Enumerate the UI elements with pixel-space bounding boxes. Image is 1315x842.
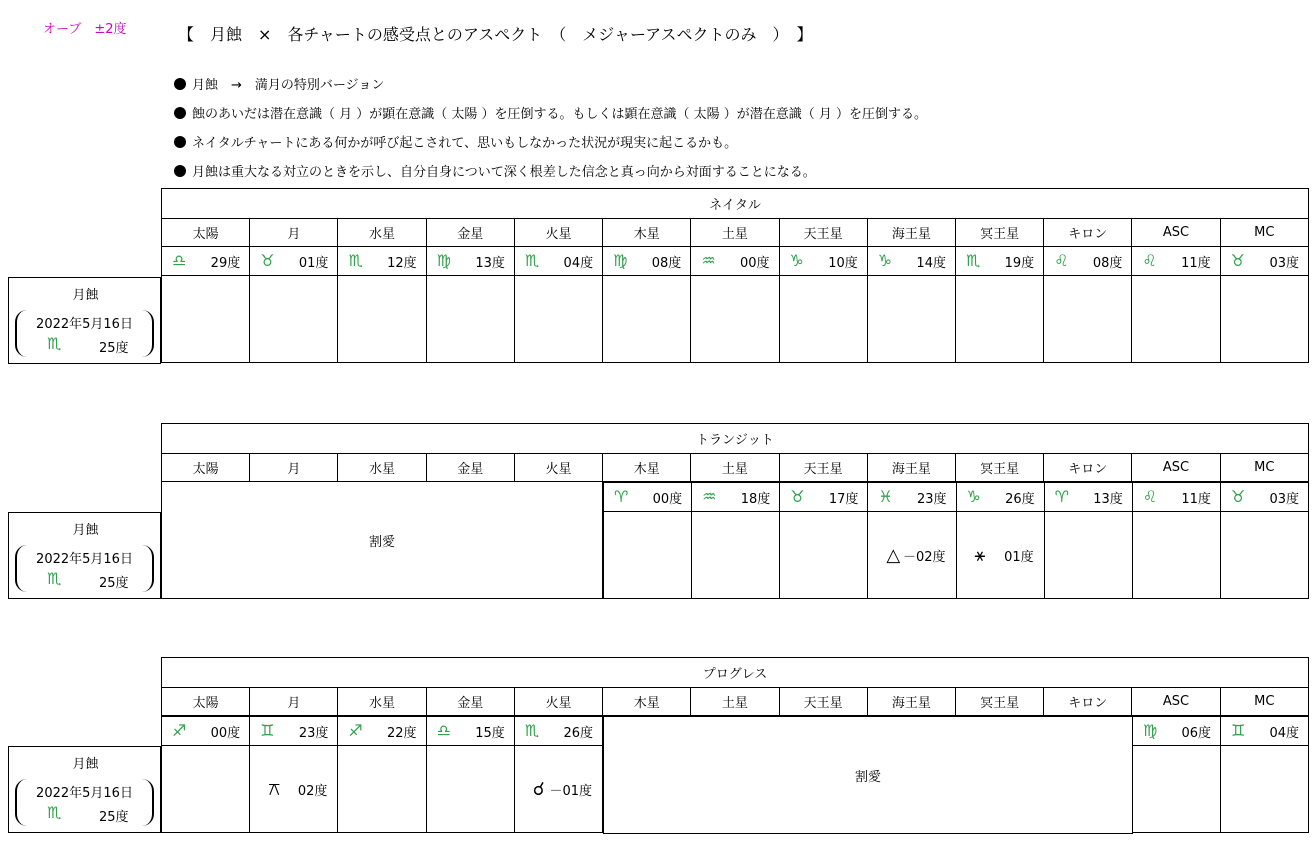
position-degree: 11度	[1181, 491, 1211, 507]
aspect-cell	[603, 276, 691, 363]
aspect-cell	[162, 746, 250, 833]
position-cell	[1221, 717, 1309, 746]
page-title: 【 月蝕 × 各チャートの感受点とのアスペクト （ メジャーアスペクトのみ ） 】	[178, 25, 813, 44]
scorpio-icon: ♏	[524, 251, 540, 270]
position-cell	[692, 483, 780, 512]
virgo-icon: ♍	[1143, 721, 1158, 740]
eclipse-date: 2022年5月16日	[36, 552, 133, 567]
planet-header-row	[162, 688, 1309, 716]
planet-header: 木星	[603, 454, 691, 482]
eclipse-box	[8, 746, 161, 833]
planet-header: キロン	[1044, 454, 1132, 482]
note-item: 蝕のあいだは潜在意識（ 月 ）が顕在意識（ 太陽 ）を圧倒する。もしくは顕在意識（ 太陽 ）が潜在意識（ 月 ）を圧倒する。	[174, 105, 927, 134]
planet-header: 水星	[338, 688, 426, 716]
position-cell	[1133, 717, 1221, 746]
eclipse-box	[8, 512, 161, 599]
aspect-cell	[1221, 746, 1309, 833]
eclipse-degree: 25度	[99, 576, 129, 591]
conjunction-icon: ☌	[532, 778, 545, 800]
planet-header: 木星	[603, 219, 691, 247]
planet-header: 海王星	[867, 688, 955, 716]
planet-header: 土星	[691, 454, 779, 482]
position-degree: 08度	[651, 255, 682, 271]
position-degree: 00度	[739, 255, 770, 271]
aspect-cell	[1132, 276, 1220, 363]
note-item: ネイタルチャートにある何かが呼び起こされて、思いもしなかった状況が現実に起こるかも。	[174, 134, 927, 163]
aspect-row	[1133, 746, 1309, 833]
position-cell	[162, 247, 250, 276]
planet-header: 金星	[426, 219, 514, 247]
progress-left-subtable	[161, 716, 603, 833]
note-item: 月蝕 → 満月の特別バージョン	[174, 76, 927, 105]
libra-icon: ♎	[172, 251, 187, 270]
eclipse-name: 月蝕	[72, 288, 99, 303]
aspect-cell	[1133, 746, 1221, 833]
planet-header: 太陽	[162, 454, 250, 482]
aspect-cell	[691, 276, 779, 363]
position-degree: 03度	[1269, 491, 1299, 507]
planet-header-row	[162, 454, 1309, 482]
planet-header: 土星	[691, 219, 779, 247]
position-cell	[1220, 483, 1308, 512]
aspect-cell	[1220, 512, 1308, 599]
progress-table	[161, 657, 1309, 716]
bullet-icon	[174, 136, 186, 148]
position-cell	[514, 247, 602, 276]
leo-icon: ♌	[1142, 251, 1157, 270]
taurus-icon: ♉	[1230, 487, 1246, 506]
aspect-orb: 01度	[1004, 549, 1034, 565]
eclipse-box	[8, 277, 161, 364]
aspect-cell	[779, 276, 867, 363]
planet-header: 天王星	[779, 454, 867, 482]
planet-header: 火星	[514, 688, 602, 716]
progress-omit-subtable	[603, 716, 1133, 834]
position-degree: 12度	[387, 255, 417, 271]
aspect-cell	[162, 276, 250, 363]
orb-setting: オーブ ±2度	[43, 22, 127, 37]
aspect-row	[604, 512, 1309, 599]
position-degree: 04度	[1269, 725, 1299, 741]
aspect-cell	[426, 276, 514, 363]
position-degree: 18度	[740, 491, 771, 507]
position-cell	[250, 247, 338, 276]
capricorn-icon: ♑	[877, 251, 893, 270]
position-degree: 26度	[1005, 491, 1035, 507]
transit-subtable	[603, 482, 1309, 599]
position-row	[162, 717, 603, 746]
scorpio-icon: ♏	[47, 803, 62, 822]
position-row	[604, 483, 1309, 512]
position-row	[1133, 717, 1309, 746]
planet-header: 火星	[514, 219, 602, 247]
position-cell	[867, 247, 955, 276]
position-cell	[338, 717, 426, 746]
gemini-icon: ♊	[1231, 721, 1246, 740]
position-degree: 08度	[1092, 255, 1123, 271]
aries-icon: ♈	[1054, 487, 1069, 506]
quincunx-icon: ⚻	[268, 778, 281, 800]
position-degree: 03度	[1269, 255, 1299, 271]
progress-section	[8, 657, 1309, 834]
position-cell	[1044, 483, 1132, 512]
planet-header: ASC	[1132, 219, 1220, 247]
scorpio-icon: ♏	[524, 721, 540, 740]
capricorn-icon: ♑	[966, 487, 981, 506]
aspect-row	[162, 746, 603, 833]
aspect-orb: －02度	[902, 549, 946, 565]
planet-header: 冥王星	[955, 688, 1043, 716]
eclipse-detail	[15, 545, 154, 592]
planet-header: 海王星	[867, 454, 955, 482]
planet-header: ASC	[1132, 454, 1220, 482]
aspect-cell	[692, 512, 780, 599]
position-degree: 00度	[652, 491, 683, 507]
aspect-cell	[1044, 276, 1132, 363]
omitted-cell: 割愛	[604, 717, 1133, 834]
position-degree: 19度	[1004, 255, 1035, 271]
aspect-cell	[1132, 512, 1220, 599]
eclipse-degree: 25度	[99, 341, 129, 356]
bullet-icon	[174, 78, 186, 90]
planet-header: 天王星	[779, 219, 867, 247]
position-degree: 23度	[298, 725, 329, 741]
planet-header: 海王星	[867, 219, 955, 247]
aspect-cell	[250, 276, 338, 363]
position-degree: 15度	[475, 725, 505, 741]
pisces-icon: ♓	[878, 487, 893, 506]
taurus-icon: ♉	[790, 487, 805, 506]
scorpio-icon: ♏	[47, 334, 62, 353]
eclipse-name: 月蝕	[72, 523, 99, 538]
position-degree: 17度	[828, 491, 859, 507]
planet-header: 金星	[426, 454, 514, 482]
position-cell	[426, 247, 514, 276]
position-cell	[1220, 247, 1308, 276]
position-degree: 26度	[563, 725, 593, 741]
virgo-icon: ♍	[613, 251, 628, 270]
position-cell	[426, 717, 514, 746]
position-cell	[514, 717, 602, 746]
position-cell	[604, 483, 692, 512]
planet-header: 天王星	[779, 688, 867, 716]
planet-header: 月	[250, 219, 338, 247]
aries-icon: ♈	[614, 487, 629, 506]
position-cell	[1044, 247, 1132, 276]
position-degree: 23度	[916, 491, 947, 507]
notes-list	[174, 76, 927, 192]
aspect-cell	[514, 276, 602, 363]
planet-header: 水星	[338, 454, 426, 482]
planet-header: 水星	[338, 219, 426, 247]
aspect-cell	[956, 512, 1044, 599]
aquarius-icon: ♒	[702, 487, 717, 506]
transit-title: トランジット	[162, 424, 1309, 454]
aspect-cell	[868, 512, 956, 599]
bullet-icon	[174, 107, 186, 119]
eclipse-date: 2022年5月16日	[36, 317, 133, 332]
gemini-icon: ♊	[260, 721, 275, 740]
transit-section	[8, 423, 1309, 600]
eclipse-degree: 25度	[99, 810, 129, 825]
leo-icon: ♌	[1142, 487, 1158, 506]
bullet-icon	[174, 165, 186, 177]
position-degree: 10度	[828, 255, 858, 271]
position-degree: 14度	[916, 255, 946, 271]
aspect-cell	[338, 276, 426, 363]
aspect-cell	[426, 746, 514, 833]
libra-icon: ♎	[436, 721, 451, 740]
natal-section	[8, 188, 1309, 365]
aspect-orb: 02度	[297, 783, 328, 799]
position-cell	[603, 247, 691, 276]
planet-header: 土星	[691, 688, 779, 716]
position-degree: 00度	[210, 725, 241, 741]
aspect-cell	[514, 746, 602, 833]
progress-title: プログレス	[162, 658, 1309, 688]
planet-header: 木星	[603, 688, 691, 716]
leo-icon: ♌	[1054, 251, 1069, 270]
progress-right-subtable	[1132, 716, 1309, 833]
natal-title: ネイタル	[162, 189, 1309, 219]
position-cell	[162, 717, 250, 746]
planet-header: 冥王星	[955, 454, 1043, 482]
position-cell	[868, 483, 956, 512]
virgo-icon: ♍	[436, 251, 451, 270]
planet-header: MC	[1220, 688, 1308, 716]
position-cell	[780, 483, 868, 512]
omitted-cell: 割愛	[162, 482, 603, 599]
eclipse-detail	[15, 310, 154, 357]
position-cell	[1132, 483, 1220, 512]
aspect-cell	[1220, 276, 1308, 363]
planet-header-row	[162, 219, 1309, 247]
planet-header: 月	[250, 454, 338, 482]
position-cell	[250, 717, 338, 746]
position-cell	[956, 483, 1044, 512]
planet-header: MC	[1220, 219, 1308, 247]
planet-header: 月	[250, 688, 338, 716]
planet-header: MC	[1220, 454, 1308, 482]
planet-header: キロン	[1044, 219, 1132, 247]
aspect-cell	[867, 276, 955, 363]
aspect-cell	[780, 512, 868, 599]
trine-icon: △	[886, 544, 901, 566]
position-degree: 04度	[563, 255, 594, 271]
position-degree: 22度	[387, 725, 417, 741]
planet-header: 太陽	[162, 688, 250, 716]
planet-header: 金星	[426, 688, 514, 716]
capricorn-icon: ♑	[789, 251, 804, 270]
taurus-icon: ♉	[1230, 251, 1245, 270]
planet-header: 冥王星	[955, 219, 1043, 247]
sextile-icon: ⚹	[974, 544, 986, 566]
planet-header: 火星	[514, 454, 602, 482]
aspect-cell	[250, 746, 338, 833]
aquarius-icon: ♒	[701, 251, 716, 270]
position-cell	[1132, 247, 1220, 276]
position-cell	[779, 247, 867, 276]
aspect-orb: －01度	[549, 783, 592, 799]
position-row	[162, 247, 1309, 276]
position-degree: 29度	[210, 255, 241, 271]
position-degree: 11度	[1181, 255, 1211, 271]
note-item: 月蝕は重大なる対立のときを示し、自分自身について深く根差した信念と真っ向から対面することになる。	[174, 163, 927, 192]
position-degree: 01度	[298, 255, 329, 271]
position-cell	[338, 247, 426, 276]
position-cell	[955, 247, 1043, 276]
natal-table	[161, 188, 1309, 363]
planet-header: キロン	[1044, 688, 1132, 716]
position-degree: 06度	[1181, 725, 1211, 741]
planet-header: ASC	[1132, 688, 1220, 716]
sagittarius-icon: ♐	[348, 721, 363, 740]
eclipse-detail	[15, 779, 154, 826]
aspect-cell	[955, 276, 1043, 363]
eclipse-date: 2022年5月16日	[36, 786, 133, 801]
aspect-cell	[1044, 512, 1132, 599]
scorpio-icon: ♏	[47, 569, 62, 588]
taurus-icon: ♉	[260, 251, 275, 270]
scorpio-icon: ♏	[965, 251, 981, 270]
position-degree: 13度	[1093, 491, 1123, 507]
aspect-cell	[604, 512, 692, 599]
sagittarius-icon: ♐	[172, 721, 187, 740]
aspect-cell	[338, 746, 426, 833]
planet-header: 太陽	[162, 219, 250, 247]
position-cell	[691, 247, 779, 276]
eclipse-name: 月蝕	[72, 757, 99, 772]
scorpio-icon: ♏	[348, 251, 363, 270]
position-degree: 13度	[475, 255, 505, 271]
